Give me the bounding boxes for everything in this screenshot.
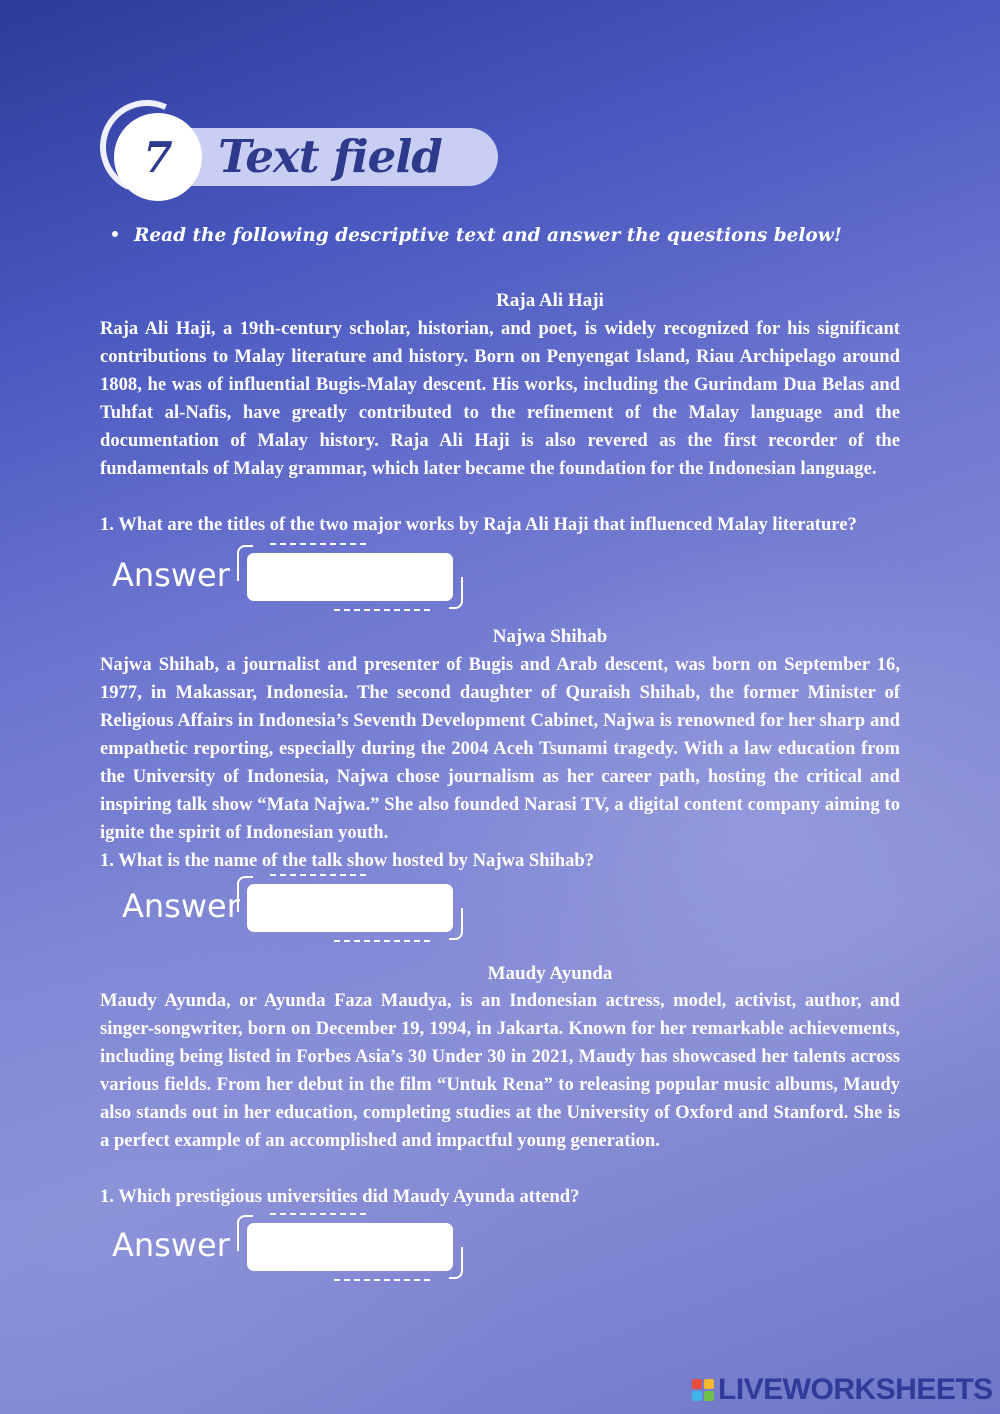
answer-input-2[interactable] xyxy=(247,884,453,932)
logo-tile xyxy=(692,1391,702,1401)
text-title-raja-ali-haji: Raja Ali Haji xyxy=(496,290,604,311)
question-1: 1. What are the titles of the two major works by Raja Ali Haji that influenced Malay literature? xyxy=(100,514,857,535)
answer-block-2 xyxy=(100,874,480,946)
bullet-icon xyxy=(112,231,118,237)
answer-input-1[interactable] xyxy=(247,553,453,601)
liveworksheets-logo xyxy=(692,1372,993,1408)
section-number: 7 xyxy=(114,113,202,201)
answer-input-3[interactable] xyxy=(247,1223,453,1271)
text-paragraph-maudy-ayunda: Maudy Ayunda, or Ayunda Faza Maudya, is an Indonesian actress, model, activist, author, and singer-songwriter, born on December 19, 1994, in Jakarta. Known for her remarkable achievements, including being listed in Forbes Asia’s 30 Under 30 in 2021, Maudy has showcased her talents across various fields. From her debut in the film “Untuk Rena” to releasing popular music albums, Maudy also stands out in her education, completing studies at the University of Oxford and Stanford. She is a perfect example of an accomplished and impactful young generation. xyxy=(100,990,900,1151)
text-title-najwa-shihab: Najwa Shihab xyxy=(492,626,608,647)
answer-label: Answer xyxy=(112,1226,230,1264)
text-paragraph-raja-ali-haji: Raja Ali Haji, a 19th-century scholar, historian, and poet, is widely recognized for his significant contributions to Malay literature and history. Born on Penyengat Island, Riau Archipelago around 1808, he was of influential Bugis-Malay descent. His works, including the Gurindam Dua Belas and Tuhfat al-Nafis, have greatly contributed to the refinement of the Malay language and the documentation of Malay history. Raja Ali Haji is also revered as the first recorder of the fundamentals of Malay grammar, which later became the foundation for the Indonesian language. xyxy=(100,318,900,479)
answer-dash-top xyxy=(270,543,366,545)
section-title: Text field xyxy=(218,130,442,183)
answer-block-3 xyxy=(100,1213,480,1285)
answer-label: Answer xyxy=(112,556,230,594)
answer-bracket-right xyxy=(449,1247,463,1279)
liveworksheets-logo-text: LIVEWORKSHEETS xyxy=(718,1373,993,1406)
answer-label: Answer xyxy=(122,887,240,925)
answer-bracket-right xyxy=(449,577,463,609)
answer-dash-bottom xyxy=(334,609,430,611)
instruction-line xyxy=(112,225,912,246)
logo-tile xyxy=(704,1391,714,1401)
question-3: 1. Which prestigious universities did Maudy Ayunda attend? xyxy=(100,1186,580,1207)
text-paragraph-najwa-shihab: Najwa Shihab, a journalist and presenter of Bugis and Arab descent, was born on September 16, 1977, in Makassar, Indonesia. The second daughter of Quraish Shihab, the former Minister of Religious Affairs in Indonesia’s Seventh Development Cabinet, Najwa is renowned for her sharp and empathetic reporting, especially during the 2004 Aceh Tsunami tragedy. With a law education from the University of Indonesia, Najwa chose journalism as her career path, hosting the critical and inspiring talk show “Mata Najwa.” She also founded Narasi TV, a digital content company aiming to ignite the spirit of Indonesian youth. xyxy=(100,654,900,843)
answer-dash-top xyxy=(270,874,366,876)
answer-dash-top xyxy=(270,1213,366,1215)
section-header xyxy=(100,98,510,194)
instruction-text: Read the following descriptive text and answer the questions below! xyxy=(134,225,842,246)
answer-dash-bottom xyxy=(334,940,430,942)
text-title-maudy-ayunda: Maudy Ayunda xyxy=(487,963,613,984)
logo-tile xyxy=(704,1379,714,1389)
liveworksheets-logo-icon xyxy=(692,1379,714,1401)
logo-tile xyxy=(692,1379,702,1389)
question-2: 1. What is the name of the talk show hosted by Najwa Shihab? xyxy=(100,850,595,871)
answer-bracket-right xyxy=(449,908,463,940)
answer-dash-bottom xyxy=(334,1279,430,1281)
answer-block-1 xyxy=(100,543,480,615)
